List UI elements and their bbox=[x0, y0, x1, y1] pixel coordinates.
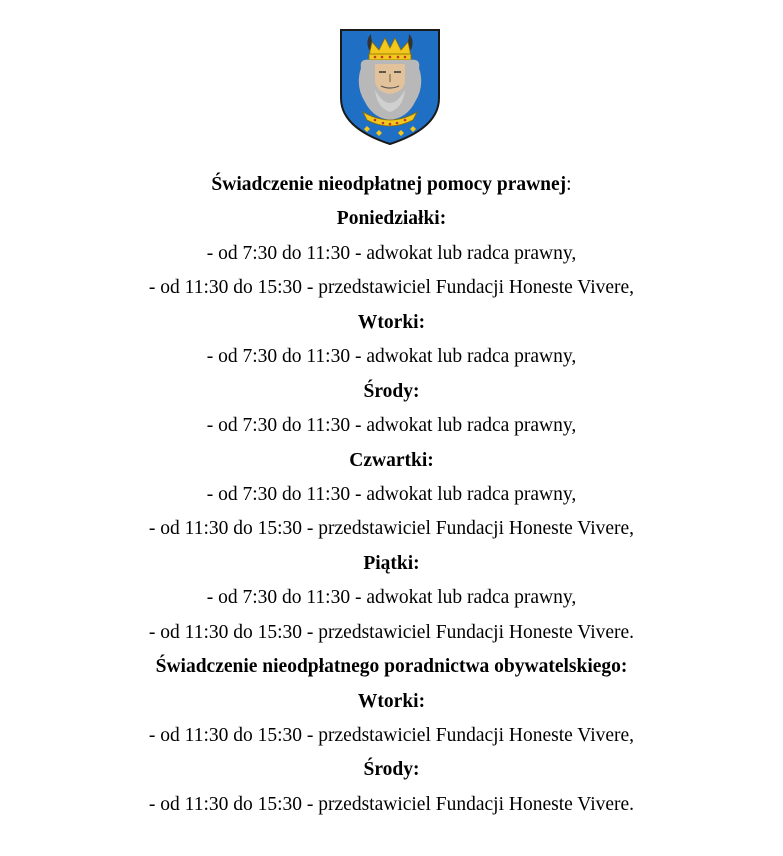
heading-colon: : bbox=[566, 174, 572, 195]
schedule-entry: - od 11:30 do 15:30 - przedstawiciel Fundacji Honeste Vivere, bbox=[148, 518, 635, 540]
day-heading-thursday: Czwartki: bbox=[349, 449, 434, 471]
schedule-entry: - od 11:30 do 15:30 - przedstawiciel Fundacji Honeste Vivere, bbox=[148, 725, 635, 746]
schedule-entry: - od 11:30 do 15:30 - przedstawiciel Fundacji Honeste Vivere. bbox=[148, 621, 635, 643]
day-heading-friday: Piątki: bbox=[363, 552, 420, 574]
schedule-content bbox=[0, 168, 783, 822]
section-heading: Świadczenie nieodpłatnej pomocy prawnej: bbox=[211, 174, 572, 195]
section-heading: Świadczenie nieodpłatnego poradnictwa obywatelskiego: bbox=[155, 656, 628, 678]
schedule-entry: - od 7:30 do 11:30 - adwokat lub radca prawny, bbox=[206, 346, 577, 368]
schedule-entry: - od 7:30 do 11:30 - adwokat lub radca prawny, bbox=[206, 415, 577, 437]
day-heading-wednesday: Środy: bbox=[363, 380, 420, 402]
day-heading-tuesday: Wtorki: bbox=[357, 311, 426, 333]
day-heading-wednesday: Środy: bbox=[363, 759, 420, 781]
schedule-entry: - od 7:30 do 11:30 - adwokat lub radca prawny, bbox=[206, 587, 577, 609]
day-heading-tuesday: Wtorki: bbox=[357, 690, 426, 712]
coat-of-arms-icon bbox=[339, 28, 441, 146]
schedule-entry: - od 7:30 do 11:30 - adwokat lub radca prawny, bbox=[206, 242, 577, 264]
schedule-entry: - od 7:30 do 11:30 - adwokat lub radca prawny, bbox=[206, 483, 577, 505]
day-heading-monday: Poniedziałki: bbox=[336, 208, 447, 230]
schedule-entry: - od 11:30 do 15:30 - przedstawiciel Fundacji Honeste Vivere, bbox=[148, 277, 635, 299]
schedule-entry: - od 11:30 do 15:30 - przedstawiciel Fundacji Honeste Vivere. bbox=[148, 793, 635, 815]
